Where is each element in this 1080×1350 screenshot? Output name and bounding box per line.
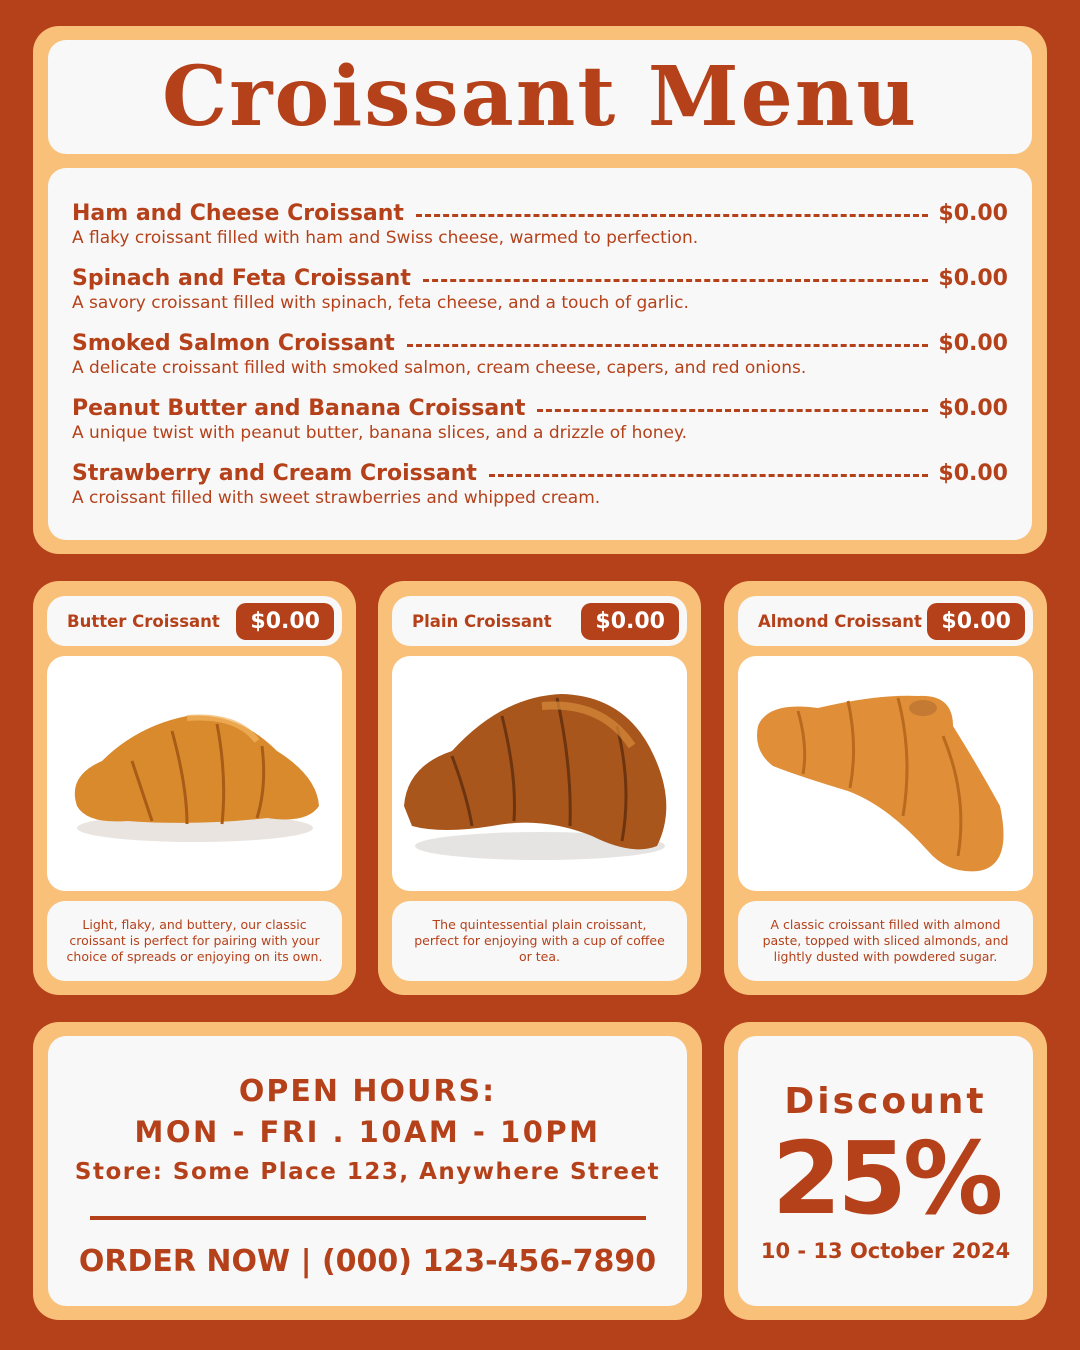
card-title: Butter Croissant xyxy=(67,611,220,631)
menu-item xyxy=(72,326,1008,378)
menu-list xyxy=(48,168,1032,540)
card-header xyxy=(392,596,687,646)
discount-value: 25% xyxy=(771,1120,1000,1237)
card-header xyxy=(47,596,342,646)
hours-title: OPEN HOURS: xyxy=(238,1074,497,1109)
menu-item-name: Smoked Salmon Croissant xyxy=(72,331,395,356)
dotted-leader xyxy=(416,214,928,217)
card-description: Light, flaky, and buttery, our classic croissant is perfect for pairing with your choice of spreads or enjoying on its own. xyxy=(47,901,342,981)
order-phone: ORDER NOW | (000) 123-456-7890 xyxy=(78,1244,657,1279)
croissant-photo-icon xyxy=(47,656,342,891)
store-address: Store: Some Place 123, Anywhere Street xyxy=(74,1159,661,1185)
dotted-leader xyxy=(407,344,929,347)
menu-item xyxy=(72,196,1008,248)
card-description: The quintessential plain croissant, perfect for enjoying with a cup of coffee or tea. xyxy=(392,901,687,981)
menu-item-name: Spinach and Feta Croissant xyxy=(72,266,411,291)
croissant-photo-icon xyxy=(392,656,687,891)
divider xyxy=(90,1216,646,1220)
store-info xyxy=(33,1022,702,1320)
menu-item-price: $0.00 xyxy=(938,396,1008,421)
dotted-leader xyxy=(537,409,928,412)
menu-item xyxy=(72,391,1008,443)
card-title: Almond Croissant xyxy=(758,611,922,631)
discount-dates: 10 - 13 October 2024 xyxy=(760,1239,1011,1263)
hours-days: MON - FRI . 10AM - 10PM xyxy=(134,1115,601,1149)
card-header xyxy=(738,596,1033,646)
menu-item-description: A delicate croissant filled with smoked salmon, cream cheese, capers, and red onions. xyxy=(72,358,807,378)
menu-item xyxy=(72,456,1008,508)
menu-item-price: $0.00 xyxy=(938,266,1008,291)
menu-item-price: $0.00 xyxy=(938,461,1008,486)
menu-item-price: $0.00 xyxy=(938,201,1008,226)
page-title: Croissant Menu xyxy=(162,49,918,145)
price-badge: $0.00 xyxy=(581,603,679,640)
dotted-leader xyxy=(423,279,929,282)
featured-card-plain xyxy=(378,581,701,995)
menu-item-name: Peanut Butter and Banana Croissant xyxy=(72,396,526,421)
croissant-photo-icon xyxy=(738,656,1033,891)
discount-panel xyxy=(738,1036,1033,1306)
price-badge: $0.00 xyxy=(236,603,334,640)
menu-item xyxy=(72,261,1008,313)
card-title: Plain Croissant xyxy=(412,611,552,631)
store-info-panel xyxy=(48,1036,687,1306)
dotted-leader xyxy=(489,474,929,477)
title-panel xyxy=(48,40,1032,154)
discount-box xyxy=(724,1022,1047,1320)
menu-item-name: Ham and Cheese Croissant xyxy=(72,201,404,226)
menu-item-description: A unique twist with peanut butter, banana slices, and a drizzle of honey. xyxy=(72,423,688,443)
card-description: A classic croissant filled with almond paste, topped with sliced almonds, and lightly dusted with powdered sugar. xyxy=(738,901,1033,981)
menu-board xyxy=(33,26,1047,554)
price-badge: $0.00 xyxy=(927,603,1025,640)
menu-item-description: A savory croissant filled with spinach, feta cheese, and a touch of garlic. xyxy=(72,293,689,313)
menu-item-description: A croissant filled with sweet strawberries and whipped cream. xyxy=(72,488,601,508)
menu-item-price: $0.00 xyxy=(938,331,1008,356)
featured-card-butter xyxy=(33,581,356,995)
menu-item-description: A flaky croissant filled with ham and Swiss cheese, warmed to perfection. xyxy=(72,228,699,248)
menu-item-name: Strawberry and Cream Croissant xyxy=(72,461,477,486)
featured-card-almond xyxy=(724,581,1047,995)
discount-label: Discount xyxy=(784,1081,987,1122)
